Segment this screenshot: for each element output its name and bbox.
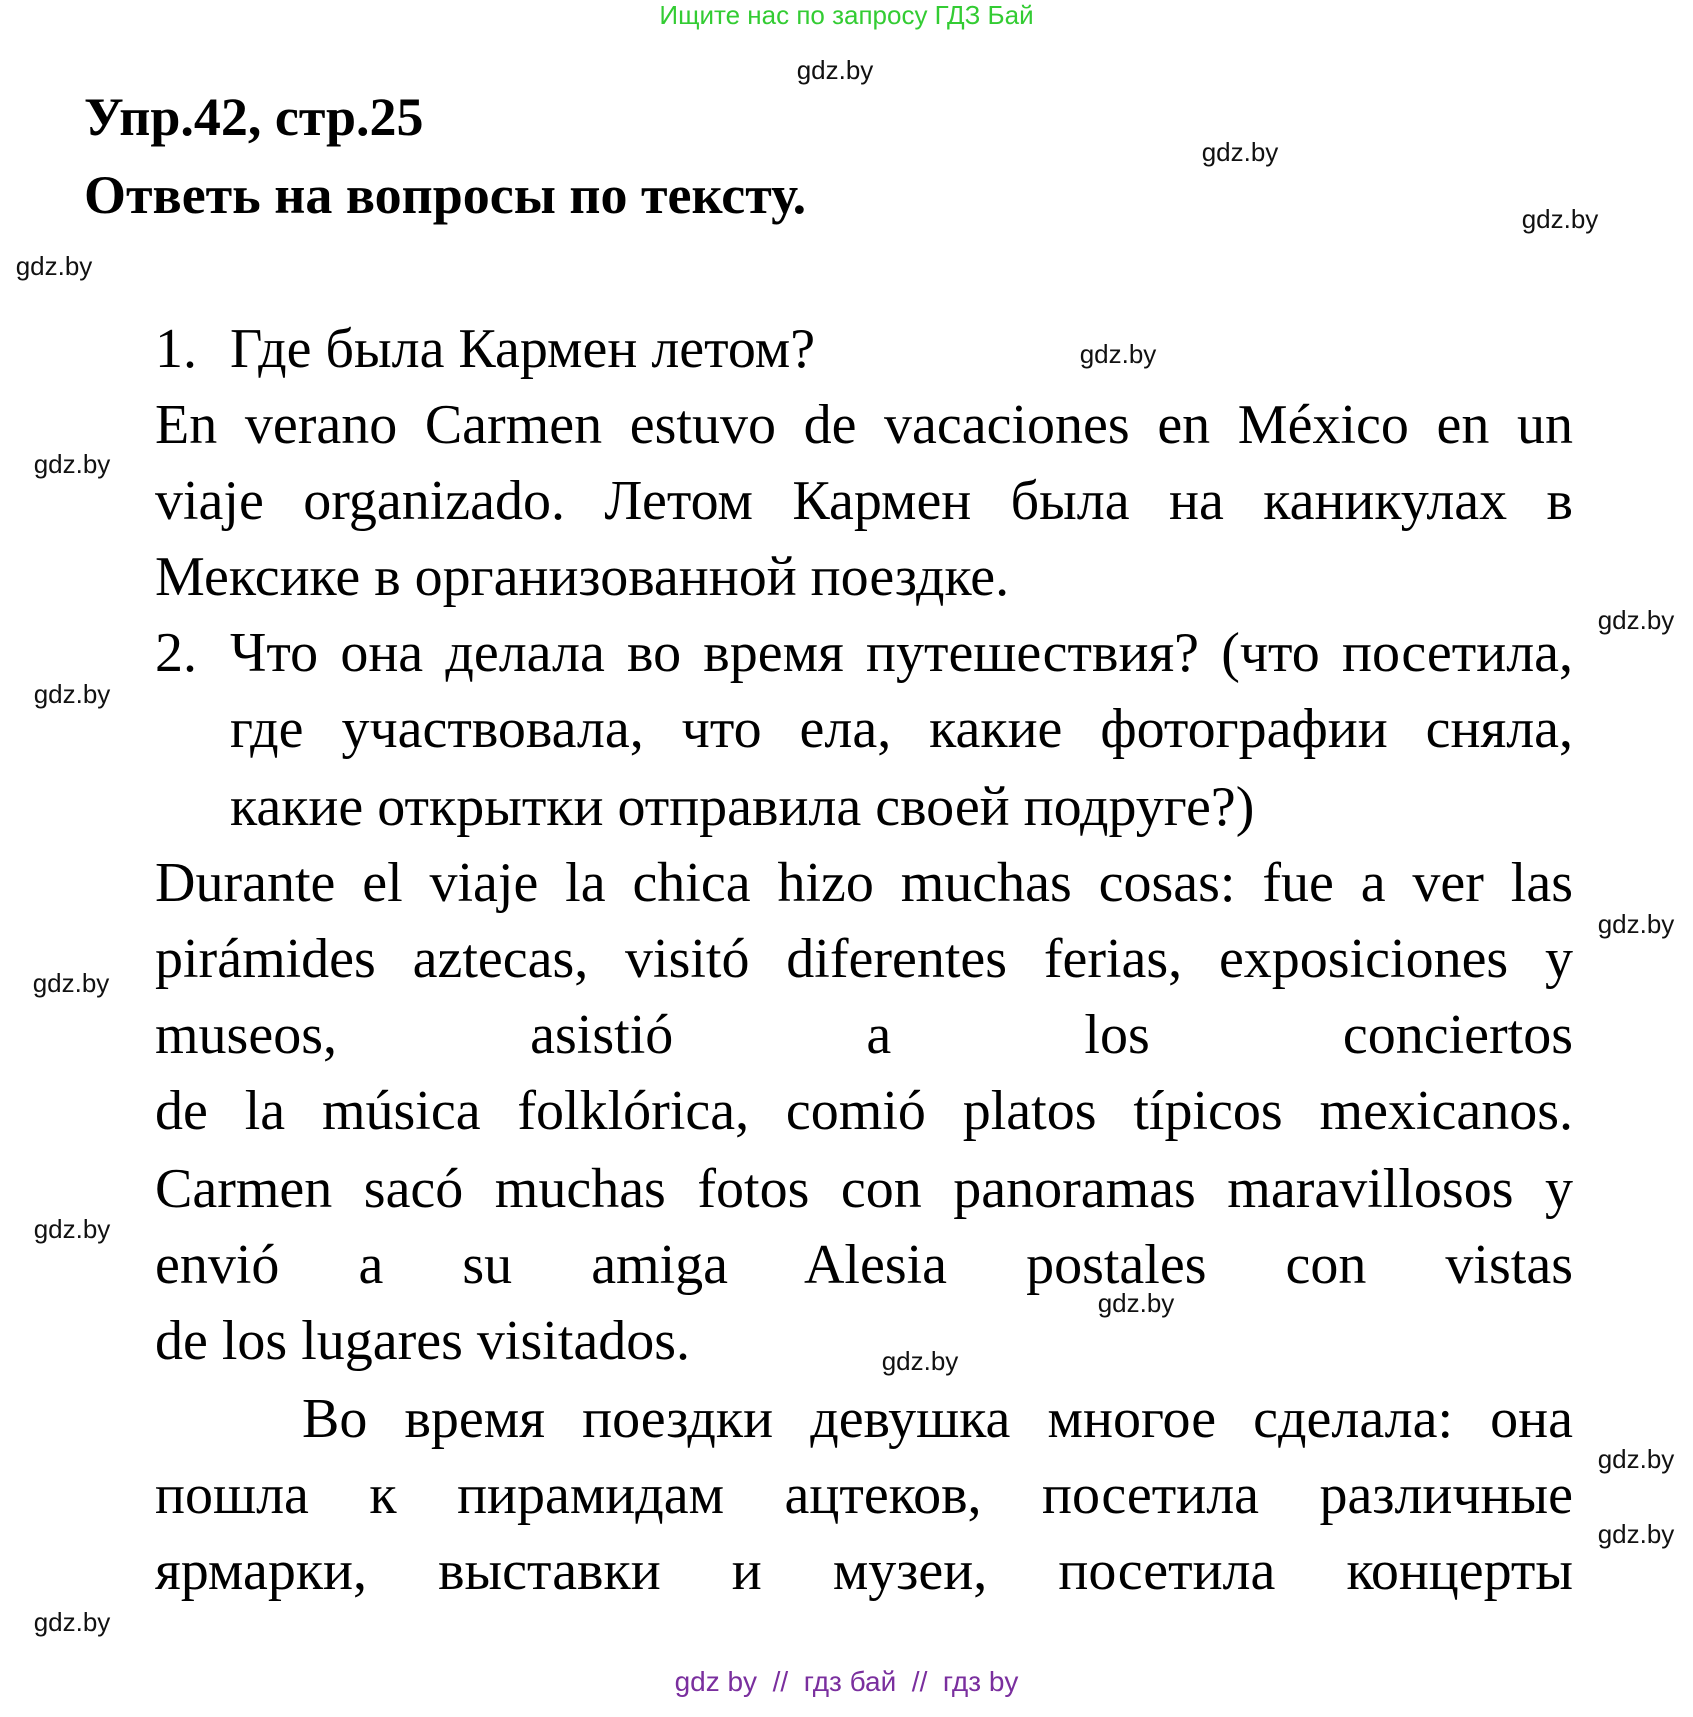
question-2-line: Что она делала во время путешествия? (что посетила, bbox=[230, 622, 1573, 684]
footer-links[interactable]: gdz by // гдз бай // гдз by bbox=[674, 1666, 1019, 1697]
question-number: 1. bbox=[155, 318, 197, 380]
watermark: gdz.by bbox=[33, 449, 111, 479]
question-2-line: где участвовала, что ела, какие фотографии сняла, bbox=[230, 698, 1573, 760]
search-banner[interactable]: Ищите нас по запросу ГДЗ Бай bbox=[659, 0, 1034, 30]
question-2-line: какие открытки отправила своей подруге?) bbox=[230, 776, 1255, 838]
answer-line: pirámides aztecas, visitó diferentes ferias, exposiciones y bbox=[155, 928, 1573, 990]
exercise-instruction: Ответь на вопросы по тексту. bbox=[84, 165, 807, 225]
watermark: gdz.by bbox=[33, 1214, 111, 1244]
answer-line: envió a su amiga Alesia postales con vistas bbox=[155, 1234, 1573, 1296]
watermark: gdz.by bbox=[1597, 605, 1675, 635]
answer-line: En verano Carmen estuvo de vacaciones en México en un bbox=[155, 394, 1573, 456]
exercise-title: Упр.42, стр.25 bbox=[84, 87, 424, 147]
watermark: gdz.by bbox=[1597, 909, 1675, 939]
watermark: gdz.by bbox=[1201, 137, 1279, 167]
answer-line: Durante el viaje la chica hizo muchas cosas: fue a ver las bbox=[155, 852, 1573, 914]
watermark: gdz.by bbox=[33, 1607, 111, 1637]
watermark: gdz.by bbox=[33, 679, 111, 709]
answer-line: de los lugares visitados. bbox=[155, 1310, 691, 1372]
watermark: gdz.by bbox=[1097, 1288, 1175, 1318]
translation-line: Во время поездки девушка многое сделала: она bbox=[302, 1388, 1573, 1450]
question-number: 2. bbox=[155, 622, 197, 684]
watermark: gdz.by bbox=[1079, 339, 1157, 369]
watermark: gdz.by bbox=[32, 968, 110, 998]
translation-line: пошла к пирамидам ацтеков, посетила различные bbox=[155, 1464, 1573, 1526]
watermark: gdz.by bbox=[1597, 1444, 1675, 1474]
answer-line: de la música folklórica, comió platos típicos mexicanos. bbox=[155, 1080, 1573, 1142]
watermark: gdz.by bbox=[881, 1346, 959, 1376]
watermark: gdz.by bbox=[796, 55, 874, 85]
translation-line: ярмарки, выставки и музеи, посетила концерты bbox=[155, 1540, 1573, 1602]
watermark: gdz.by bbox=[15, 251, 93, 281]
answer-line: Мексике в организованной поездке. bbox=[155, 546, 1010, 608]
answer-line: museos, asistió a los conciertos bbox=[155, 1004, 1573, 1066]
answer-line: viaje organizado. Летом Кармен была на каникулах в bbox=[155, 470, 1573, 532]
watermark: gdz.by bbox=[1597, 1519, 1675, 1549]
watermark: gdz.by bbox=[1521, 204, 1599, 234]
question-1: Где была Кармен летом? bbox=[230, 318, 816, 380]
answer-line: Carmen sacó muchas fotos con panoramas maravillosos y bbox=[155, 1158, 1573, 1220]
